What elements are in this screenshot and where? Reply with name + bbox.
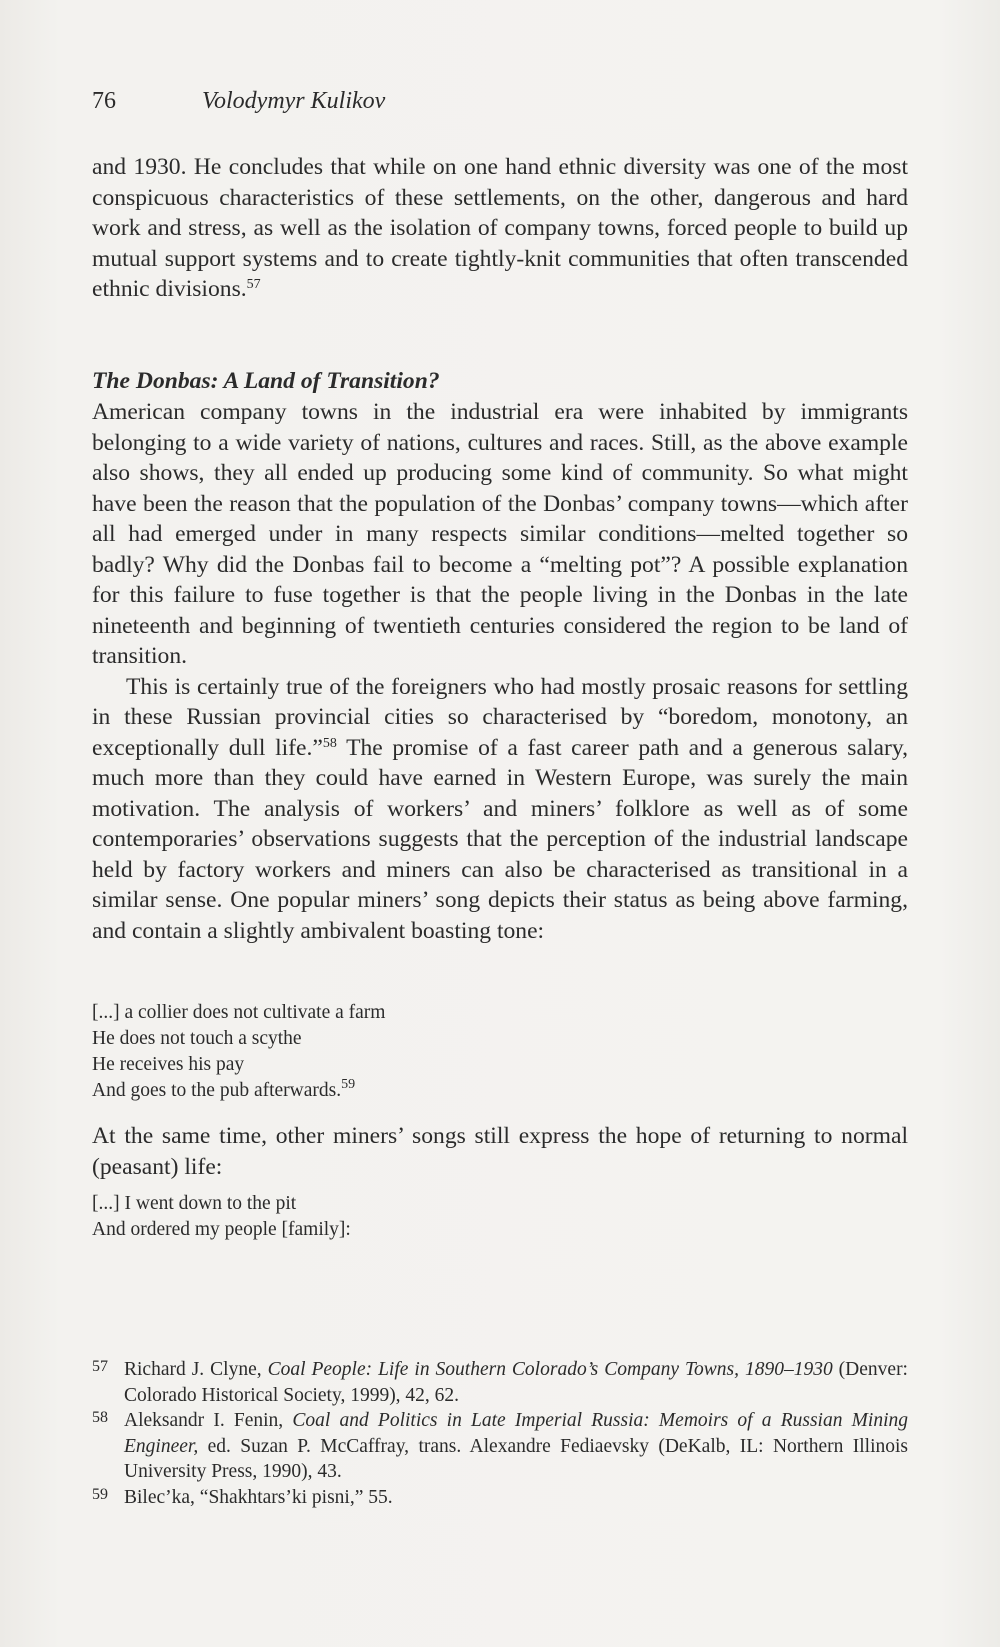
verse-quote-1 (92, 1000, 908, 1104)
paragraph-3 (92, 672, 908, 947)
footnote-57 (92, 1357, 908, 1408)
verse-1-line-1: [...] a collier does not cultivate a farm (92, 1002, 386, 1023)
footnote-58 (92, 1408, 908, 1485)
footnote-text (124, 1408, 908, 1485)
footnote-author: Richard J. Clyne, (124, 1359, 268, 1380)
footnote-text (124, 1357, 908, 1408)
footnote-title: Coal People: Life in Southern Colorado’s Company Towns, 1890–1930 (267, 1359, 833, 1380)
page-number: 76 (92, 88, 116, 114)
footnote-details: ed. Suzan P. McCaffray, trans. Alexandre Fediaevsky (DeKalb, IL: Northern Illinois University Press, 1990), 43. (124, 1435, 908, 1482)
paragraph-3-text-a: This is certainly true of the foreigners who had mostly prosaic reasons for settling in these Russian provincial cities so characterised by “boredom, monotony, an exceptionally dull life.” (92, 673, 908, 761)
paragraph-2: American company towns in the industrial era were inhabited by immigrants belonging to a wide variety of nations, cultures and races. Still, as the above example also shows, they all ended up producing some kind of community. So what might have been the reason that the population of the Donbas’ company towns—which after all had emerged under in many respects similar conditions—melted together so badly? Why did the Donbas fail to become a “melting pot”? A possible explanation for this failure to fuse together is that the people living in the Donbas in the late nineteenth and beginning of twentieth centuries considered the region to be land of transition. (92, 399, 908, 669)
running-head: Volodymyr Kulikov (202, 88, 386, 114)
paragraph-1 (92, 152, 908, 305)
footnotes (92, 1357, 908, 1510)
verse-1-line-2: He does not touch a scythe (92, 1028, 302, 1049)
footnote-details: (Denver: Colorado Historical Society, 1999), 42, 62. (124, 1359, 908, 1406)
paragraph-1-text: and 1930. He concludes that while on one hand ethnic diversity was one of the most conspicuous characteristics of these settlements, on the other, dangerous and hard work and stress, as well as the isolation of company towns, forced people to build up mutual support systems and to create tightly-knit communities that often transcended ethnic divisions. (92, 154, 908, 302)
verse-quote-2 (92, 1191, 908, 1243)
verse-2-line-2: And ordered my people [family]: (92, 1219, 351, 1240)
footnote-author: Aleksandr I. Fenin, (124, 1410, 293, 1431)
footnote-number: 58 (92, 1409, 108, 1426)
footnote-ref-59: 59 (341, 1077, 356, 1092)
verse-1-line-4: And goes to the pub afterwards. (92, 1080, 342, 1101)
paragraph-4: At the same time, other miners’ songs still express the hope of returning to normal (peasant) life: (92, 1123, 908, 1180)
footnote-59 (92, 1485, 908, 1511)
footnote-number: 57 (92, 1358, 108, 1375)
footnote-title: Coal and Politics in Late Imperial Russia: Memoirs of a Russian Mining Engineer, (124, 1410, 908, 1457)
verse-1-line-4-wrap (92, 1078, 908, 1104)
paragraph-3-text-b: The promise of a fast career path and a generous salary, much more than they could have earned in Western Europe, was surely the main motivation. The analysis of workers’ and miners’ folklore as well as of some contemporaries’ observations suggests that the perception of the industrial landscape held by factory workers and miners can also be characterised as transitional in a similar sense. One popular miners’ song depicts their status as being above farming, and contain a slightly ambivalent boasting tone: (92, 734, 908, 944)
footnote-author: Bilec’ka, “Shakhtars’ki pisni,” 55. (124, 1486, 393, 1508)
paragraph-4-group (92, 1121, 908, 1182)
page-header (92, 86, 908, 116)
paragraph-2-group (92, 397, 908, 946)
verse-1-line-3: He receives his pay (92, 1054, 245, 1075)
footnote-ref-57: 57 (246, 277, 261, 292)
footnote-text (124, 1485, 908, 1511)
footnote-number: 59 (92, 1485, 108, 1503)
section-heading: The Donbas: A Land of Transition? (92, 368, 440, 394)
verse-2-line-1: [...] I went down to the pit (92, 1193, 297, 1214)
footnote-ref-58: 58 (322, 735, 337, 751)
